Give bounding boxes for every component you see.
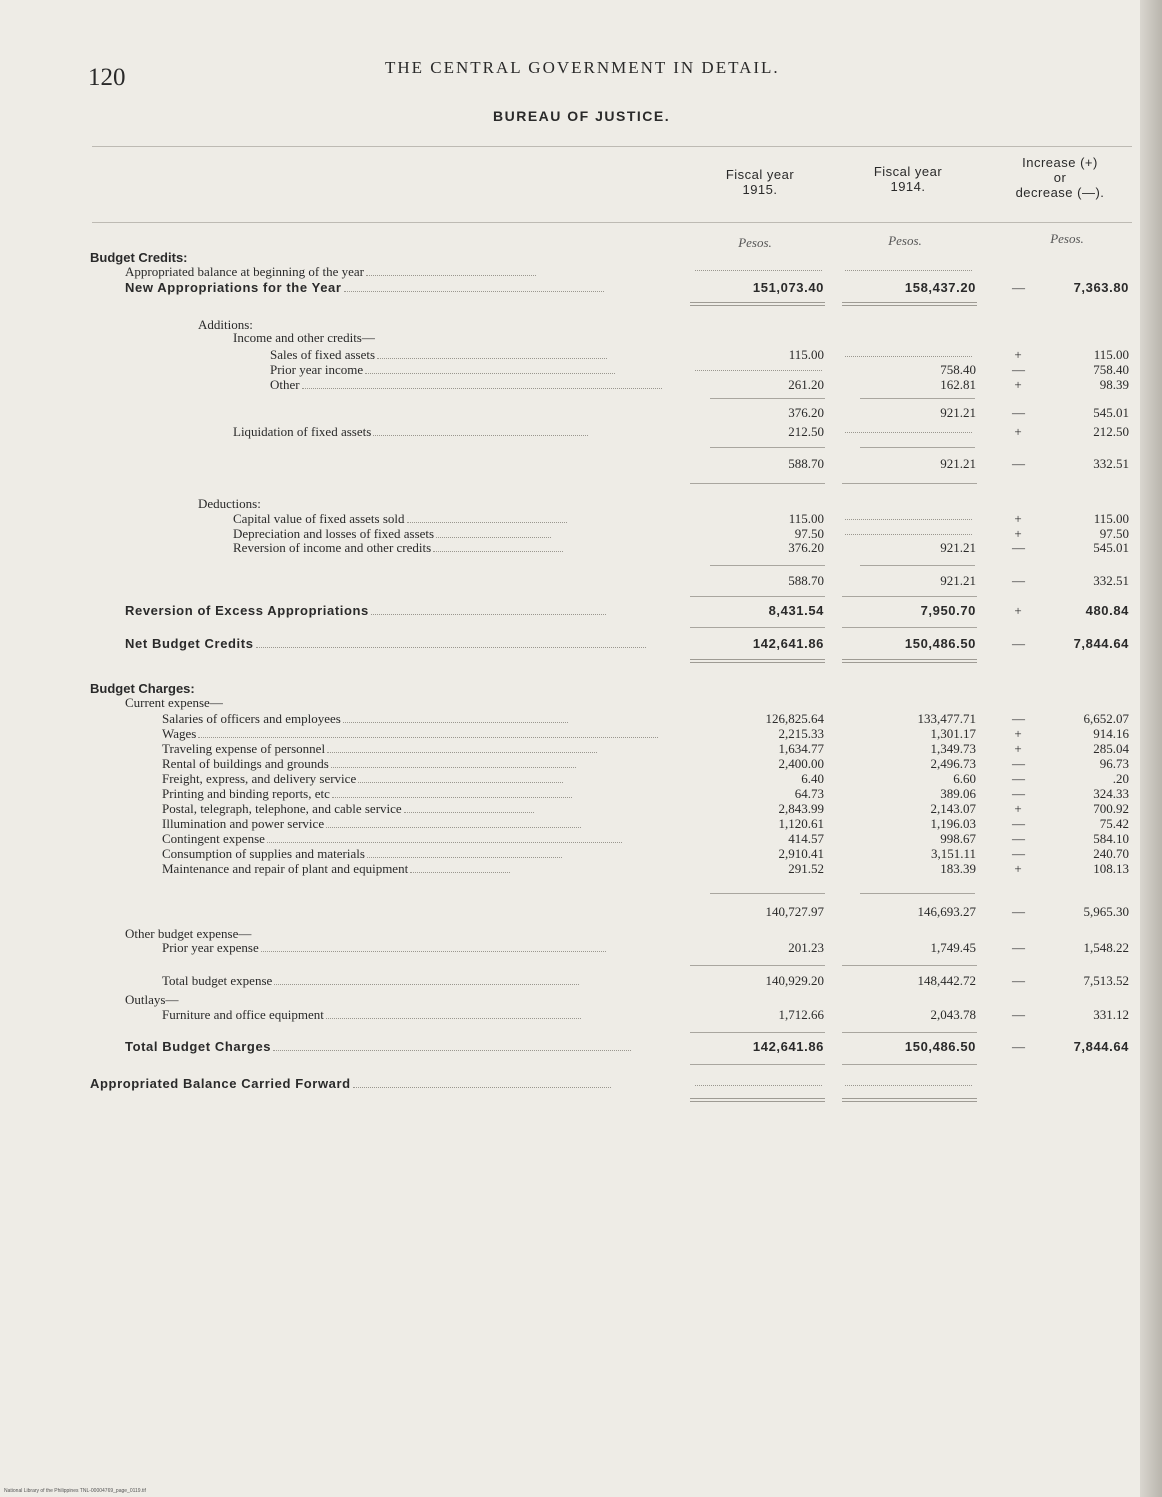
table-row — [0, 940, 1162, 956]
value-change: 1,548.22 — [1083, 940, 1129, 955]
section-income-other: Income and other credits— — [233, 330, 375, 345]
total-rule — [842, 1098, 977, 1102]
dotted-leader — [695, 370, 822, 371]
sign: + — [1014, 511, 1022, 526]
row-label: Total Budget Charges — [125, 1039, 272, 1054]
section-budget-credits: Budget Credits: — [90, 250, 188, 265]
value-change: 332.51 — [1093, 573, 1129, 588]
subtotal-rule — [860, 447, 975, 448]
value-1915: 142,641.86 — [752, 1039, 824, 1054]
subtotal-rule — [710, 447, 825, 448]
total-rule — [690, 483, 825, 484]
value-1915: 588.70 — [788, 573, 824, 588]
sign: + — [1014, 526, 1022, 541]
value-1915: 142,641.86 — [752, 636, 824, 651]
value-1915: 97.50 — [794, 526, 824, 541]
table-row — [0, 756, 1162, 772]
row-label: Prior year expense — [162, 940, 259, 955]
col-header-1915: Fiscal year 1915. — [725, 167, 795, 197]
sign: — — [1012, 573, 1025, 588]
value-1914: 150,486.50 — [904, 1039, 976, 1054]
value-1915: 2,910.41 — [778, 846, 824, 861]
value-1915: 64.73 — [794, 786, 824, 801]
table-row — [0, 831, 1162, 847]
dotted-leader — [845, 534, 972, 535]
row-label: Liquidation of fixed assets — [233, 424, 372, 439]
sign: + — [1014, 726, 1022, 741]
row-label: Freight, express, and delivery service — [162, 771, 357, 786]
value-1914: 758.40 — [940, 362, 976, 377]
value-1915: 2,215.33 — [778, 726, 824, 741]
row-label: Maintenance and repair of plant and equipment — [162, 861, 409, 876]
sign: + — [1014, 801, 1022, 816]
total-rule — [690, 1064, 825, 1065]
value-1915: 1,712.66 — [778, 1007, 824, 1022]
total-rule — [842, 1032, 977, 1033]
row-label: Capital value of fixed assets sold — [233, 511, 405, 526]
value-1914: 998.67 — [940, 831, 976, 846]
value-change: 545.01 — [1093, 405, 1129, 420]
value-1915: 115.00 — [788, 347, 824, 362]
value-change: .20 — [1112, 771, 1129, 786]
sign: — — [1012, 1039, 1025, 1054]
table-row — [0, 347, 1162, 363]
value-1914: 1,349.73 — [930, 741, 976, 756]
sign: + — [1014, 741, 1022, 756]
value-change: 545.01 — [1093, 540, 1129, 555]
row-label: Reversion of income and other credits — [233, 540, 432, 555]
value-change: 331.12 — [1093, 1007, 1129, 1022]
section-deductions: Deductions: — [198, 496, 261, 511]
unit-1915: Pesos. — [738, 235, 772, 250]
row-label: Reversion of Excess Appropriations — [125, 603, 369, 618]
value-change: 758.40 — [1093, 362, 1129, 377]
row-label: Furniture and office equipment — [162, 1007, 324, 1022]
dotted-leader — [845, 356, 972, 357]
value-change: 332.51 — [1093, 456, 1129, 471]
value-1914: 150,486.50 — [904, 636, 976, 651]
value-1915: 1,120.61 — [778, 816, 824, 831]
value-1915: 115.00 — [788, 511, 824, 526]
col-header-change: Increase (+) or decrease (—). — [1015, 155, 1105, 200]
sign: — — [1012, 280, 1025, 295]
table-row — [0, 280, 1162, 296]
total-rule — [842, 1064, 977, 1065]
dotted-leader — [695, 1085, 822, 1086]
sign: — — [1012, 786, 1025, 801]
value-1914: 146,693.27 — [917, 904, 976, 919]
table-row — [0, 573, 1162, 589]
row-label: Printing and binding reports, etc — [162, 786, 330, 801]
sign: — — [1012, 362, 1025, 377]
unit-1914: Pesos. — [888, 233, 922, 248]
value-change: 240.70 — [1093, 846, 1129, 861]
sign: — — [1012, 1007, 1025, 1022]
sign: — — [1012, 405, 1025, 420]
table-row — [0, 846, 1162, 862]
table-row — [0, 405, 1162, 421]
value-1914: 133,477.71 — [917, 711, 976, 726]
value-1914: 921.21 — [940, 540, 976, 555]
subtotal-rule — [860, 893, 975, 894]
value-change: 7,513.52 — [1083, 973, 1129, 988]
section-outlays: Outlays— — [125, 992, 179, 1007]
total-rule — [690, 596, 825, 597]
sign: — — [1012, 771, 1025, 786]
page-number: 120 — [88, 64, 126, 91]
value-change: 324.33 — [1093, 786, 1129, 801]
value-1914: 183.39 — [940, 861, 976, 876]
value-1915: 376.20 — [788, 540, 824, 555]
row-label: Appropriated balance at beginning of the year — [125, 264, 364, 279]
sign: — — [1012, 456, 1025, 471]
table-row — [0, 741, 1162, 757]
total-rule — [842, 302, 977, 306]
unit-change: Pesos. — [1050, 231, 1084, 246]
value-change: 285.04 — [1093, 741, 1129, 756]
subtotal-rule — [690, 965, 825, 966]
value-1915: 140,727.97 — [765, 904, 824, 919]
value-1914: 2,043.78 — [930, 1007, 976, 1022]
bureau-title: BUREAU OF JUSTICE. — [493, 108, 671, 124]
value-change: 115.00 — [1093, 511, 1129, 526]
sign: — — [1012, 540, 1025, 555]
value-1914: 1,301.17 — [930, 726, 976, 741]
total-rule — [842, 596, 977, 597]
value-change: 914.16 — [1093, 726, 1129, 741]
table-row — [0, 456, 1162, 472]
value-change: 7,363.80 — [1073, 280, 1129, 295]
sign: — — [1012, 636, 1025, 651]
total-rule — [842, 483, 977, 484]
value-1914: 2,143.07 — [930, 801, 976, 816]
value-change: 700.92 — [1093, 801, 1129, 816]
row-label: Wages — [162, 726, 197, 741]
sign: — — [1012, 940, 1025, 955]
row-label: Rental of buildings and grounds — [162, 756, 329, 771]
subtotal-rule — [860, 398, 975, 399]
table-top-rule — [92, 146, 1132, 147]
row-label: Total budget expense — [162, 973, 273, 988]
section-other-budget: Other budget expense— — [125, 926, 252, 941]
row-label: Traveling expense of personnel — [162, 741, 326, 756]
value-change: 6,652.07 — [1083, 711, 1129, 726]
table-row — [0, 1039, 1162, 1055]
sign: — — [1012, 831, 1025, 846]
total-rule — [690, 627, 825, 628]
row-label: New Appropriations for the Year — [125, 280, 342, 295]
table-row — [0, 603, 1162, 619]
table-row — [0, 801, 1162, 817]
table-row — [0, 904, 1162, 920]
row-label: Consumption of supplies and materials — [162, 846, 365, 861]
dotted-leader — [845, 432, 972, 433]
table-row — [0, 540, 1162, 556]
value-1914: 162.81 — [940, 377, 976, 392]
section-current-expense: Current expense— — [125, 695, 223, 710]
value-change: 97.50 — [1099, 526, 1129, 541]
value-1914: 389.06 — [940, 786, 976, 801]
value-1915: 1,634.77 — [778, 741, 824, 756]
value-1915: 2,400.00 — [778, 756, 824, 771]
total-rule — [690, 1032, 825, 1033]
sign: — — [1012, 973, 1025, 988]
value-change: 98.39 — [1099, 377, 1129, 392]
value-1915: 212.50 — [788, 424, 824, 439]
value-1914: 7,950.70 — [920, 603, 976, 618]
value-1915: 376.20 — [788, 405, 824, 420]
value-1915: 291.52 — [788, 861, 824, 876]
running-head: THE CENTRAL GOVERNMENT IN DETAIL. — [385, 58, 780, 77]
value-change: 115.00 — [1093, 347, 1129, 362]
row-label: Appropriated Balance Carried Forward — [90, 1076, 351, 1091]
row-label: Prior year income — [270, 362, 364, 377]
scan-footer: National Library of the Philippines TNL-00004769_page_0119.tif — [4, 1488, 146, 1494]
subtotal-rule — [710, 893, 825, 894]
value-change: 5,965.30 — [1083, 904, 1129, 919]
sign: — — [1012, 711, 1025, 726]
row-label: Sales of fixed assets — [270, 347, 376, 362]
table-row — [0, 264, 1162, 280]
total-rule — [842, 627, 977, 628]
total-rule — [690, 659, 825, 663]
header-bottom-rule — [92, 222, 1132, 223]
row-label: Net Budget Credits — [125, 636, 254, 651]
value-1914: 921.21 — [940, 405, 976, 420]
value-1915: 261.20 — [788, 377, 824, 392]
value-1914: 921.21 — [940, 456, 976, 471]
total-rule — [690, 302, 825, 306]
value-change: 7,844.64 — [1073, 636, 1129, 651]
table-row — [0, 636, 1162, 652]
value-change: 7,844.64 — [1073, 1039, 1129, 1054]
row-label: Illumination and power service — [162, 816, 325, 831]
value-1915: 151,073.40 — [752, 280, 824, 295]
table-row — [0, 973, 1162, 989]
value-change: 96.73 — [1099, 756, 1129, 771]
value-1915: 6.40 — [801, 771, 824, 786]
sign: — — [1012, 846, 1025, 861]
table-row — [0, 786, 1162, 802]
value-1914: 148,442.72 — [917, 973, 976, 988]
col-header-1914: Fiscal year 1914. — [873, 164, 943, 194]
sign: + — [1014, 347, 1022, 362]
dotted-leader — [695, 270, 822, 271]
subtotal-rule — [842, 965, 977, 966]
value-1915: 201.23 — [788, 940, 824, 955]
value-1914: 6.60 — [953, 771, 976, 786]
table-row — [0, 377, 1162, 393]
value-change: 480.84 — [1085, 603, 1129, 618]
sign: — — [1012, 756, 1025, 771]
value-change: 584.10 — [1093, 831, 1129, 846]
total-rule — [842, 659, 977, 663]
subtotal-rule — [710, 398, 825, 399]
value-1915: 414.57 — [788, 831, 824, 846]
value-change: 108.13 — [1093, 861, 1129, 876]
dotted-leader — [845, 270, 972, 271]
value-1914: 2,496.73 — [930, 756, 976, 771]
row-label: Contingent expense — [162, 831, 265, 846]
section-budget-charges: Budget Charges: — [90, 681, 195, 696]
table-row — [0, 711, 1162, 727]
sign: — — [1012, 816, 1025, 831]
subtotal-rule — [710, 565, 825, 566]
row-label: Postal, telegraph, telephone, and cable service — [162, 801, 402, 816]
dotted-leader — [845, 519, 972, 520]
table-row — [0, 771, 1162, 787]
sign: + — [1014, 603, 1022, 618]
dotted-leader — [845, 1085, 972, 1086]
row-label: Other — [270, 377, 300, 392]
table-row — [0, 861, 1162, 877]
table-row — [0, 362, 1162, 378]
total-rule — [690, 1098, 825, 1102]
table-row — [0, 1007, 1162, 1023]
value-1915: 2,843.99 — [778, 801, 824, 816]
section-additions: Additions: — [198, 317, 253, 332]
row-label: Depreciation and losses of fixed assets — [233, 526, 435, 541]
table-row — [0, 1076, 1162, 1092]
value-change: 212.50 — [1093, 424, 1129, 439]
value-1915: 8,431.54 — [768, 603, 824, 618]
value-1914: 158,437.20 — [904, 280, 976, 295]
sign: + — [1014, 377, 1022, 392]
value-1914: 3,151.11 — [930, 846, 976, 861]
row-label: Salaries of officers and employees — [162, 711, 341, 726]
value-change: 75.42 — [1099, 816, 1129, 831]
table-row — [0, 511, 1162, 527]
table-row — [0, 726, 1162, 742]
value-1915: 126,825.64 — [765, 711, 824, 726]
table-row — [0, 816, 1162, 832]
table-row — [0, 424, 1162, 440]
sign: + — [1014, 861, 1022, 876]
value-1914: 1,196.03 — [930, 816, 976, 831]
value-1914: 1,749.45 — [930, 940, 976, 955]
subtotal-rule — [860, 565, 975, 566]
value-1915: 140,929.20 — [765, 973, 824, 988]
sign: + — [1014, 424, 1022, 439]
sign: — — [1012, 904, 1025, 919]
value-1914: 921.21 — [940, 573, 976, 588]
value-1915: 588.70 — [788, 456, 824, 471]
